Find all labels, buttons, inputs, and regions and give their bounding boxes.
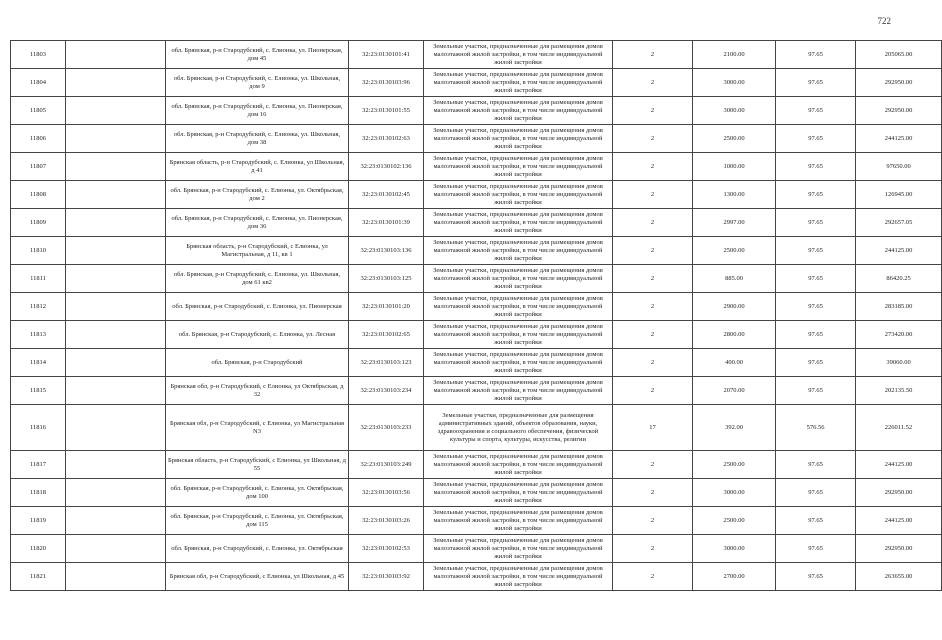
address-cell: обл. Брянская, р-н Стародубский, с. Елионка, ул. Школьная, дом 9 bbox=[166, 69, 349, 97]
row-number-cell: 11815 bbox=[11, 377, 66, 405]
address-cell: обл. Брянская, р-н Стародубский, с. Елионка, ул. Октябрьская, дом 115 bbox=[166, 507, 349, 535]
row-number-cell: 11810 bbox=[11, 237, 66, 265]
row-number-cell: 11811 bbox=[11, 265, 66, 293]
cadastral-value-cell: 283185.00 bbox=[856, 293, 942, 321]
table-body bbox=[11, 41, 942, 591]
land-use-cell: Земельные участки, предназначенные для размещения домов малоэтажной жилой застройки, в том числе индивидуальной жилой застройки bbox=[424, 563, 613, 591]
unit-value-cell: 97.65 bbox=[776, 535, 856, 563]
row-number-cell: 11803 bbox=[11, 41, 66, 69]
cadastral-value-cell: 205065.00 bbox=[856, 41, 942, 69]
area-cell: 400.00 bbox=[693, 349, 776, 377]
cadastral-number-cell: 32:23:0130101:20 bbox=[349, 293, 424, 321]
unit-value-cell: 97.65 bbox=[776, 479, 856, 507]
cadastral-number-cell: 32:23:0130102:53 bbox=[349, 535, 424, 563]
address-cell: обл. Брянская, р-н Стародубский, с. Елионка, ул. Пионерская, дом 36 bbox=[166, 209, 349, 237]
unit-value-cell: 97.65 bbox=[776, 97, 856, 125]
row-number-cell: 11804 bbox=[11, 69, 66, 97]
row-number-cell: 11812 bbox=[11, 293, 66, 321]
area-cell: 392.00 bbox=[693, 405, 776, 451]
row-number-cell: 11817 bbox=[11, 451, 66, 479]
cadastral-value-cell: 273420.00 bbox=[856, 321, 942, 349]
land-registry-table bbox=[10, 40, 942, 591]
land-use-cell: Земельные участки, предназначенные для размещения домов малоэтажной жилой застройки, в том числе индивидуальной жилой застройки bbox=[424, 507, 613, 535]
table-row bbox=[11, 479, 942, 507]
use-code-cell: 2 bbox=[613, 181, 693, 209]
use-code-cell: 2 bbox=[613, 209, 693, 237]
table-row bbox=[11, 405, 942, 451]
unit-value-cell: 97.65 bbox=[776, 209, 856, 237]
empty-cell bbox=[66, 209, 166, 237]
address-cell: Брянская область, р-н Стародубский, с Елионка, ул Магистральная, д 11, кв 1 bbox=[166, 237, 349, 265]
cadastral-number-cell: 32:23:0130102:45 bbox=[349, 181, 424, 209]
cadastral-value-cell: 244125.00 bbox=[856, 507, 942, 535]
unit-value-cell: 97.65 bbox=[776, 451, 856, 479]
cadastral-number-cell: 32:23:0130103:26 bbox=[349, 507, 424, 535]
land-use-cell: Земельные участки, предназначенные для размещения домов малоэтажной жилой застройки, в том числе индивидуальной жилой застройки bbox=[424, 377, 613, 405]
area-cell: 2997.00 bbox=[693, 209, 776, 237]
cadastral-value-cell: 292950.00 bbox=[856, 479, 942, 507]
cadastral-number-cell: 32:23:0130102:136 bbox=[349, 153, 424, 181]
row-number-cell: 11814 bbox=[11, 349, 66, 377]
row-number-cell: 11808 bbox=[11, 181, 66, 209]
table-row bbox=[11, 451, 942, 479]
unit-value-cell: 97.65 bbox=[776, 181, 856, 209]
table-row bbox=[11, 237, 942, 265]
row-number-cell: 11809 bbox=[11, 209, 66, 237]
row-number-cell: 11807 bbox=[11, 153, 66, 181]
address-cell: Брянская область, р-н Стародубский, с Елионка, ул Школьная, д 55 bbox=[166, 451, 349, 479]
empty-cell bbox=[66, 265, 166, 293]
unit-value-cell: 97.65 bbox=[776, 237, 856, 265]
address-cell: обл. Брянская, р-н Стародубский, с. Елионка, ул. Октябрьская bbox=[166, 535, 349, 563]
table-row bbox=[11, 377, 942, 405]
unit-value-cell: 97.65 bbox=[776, 153, 856, 181]
area-cell: 2070.00 bbox=[693, 377, 776, 405]
unit-value-cell: 97.65 bbox=[776, 69, 856, 97]
cadastral-value-cell: 202135.50 bbox=[856, 377, 942, 405]
cadastral-value-cell: 244125.00 bbox=[856, 125, 942, 153]
address-cell: обл. Брянская, р-н Стародубский bbox=[166, 349, 349, 377]
unit-value-cell: 97.65 bbox=[776, 41, 856, 69]
address-cell: обл. Брянская, р-н Стародубский, с. Елионка, ул. Пионерская, дом 16 bbox=[166, 97, 349, 125]
land-use-cell: Земельные участки, предназначенные для размещения домов малоэтажной жилой застройки, в том числе индивидуальной жилой застройки bbox=[424, 535, 613, 563]
empty-cell bbox=[66, 69, 166, 97]
cadastral-number-cell: 32:23:0130101:39 bbox=[349, 209, 424, 237]
table-row bbox=[11, 153, 942, 181]
use-code-cell: 2 bbox=[613, 237, 693, 265]
empty-cell bbox=[66, 181, 166, 209]
unit-value-cell: 576.56 bbox=[776, 405, 856, 451]
area-cell: 2900.00 bbox=[693, 293, 776, 321]
use-code-cell: 2 bbox=[613, 125, 693, 153]
use-code-cell: 2 bbox=[613, 563, 693, 591]
area-cell: 3000.00 bbox=[693, 479, 776, 507]
cadastral-value-cell: 292950.00 bbox=[856, 535, 942, 563]
use-code-cell: 2 bbox=[613, 97, 693, 125]
use-code-cell: 2 bbox=[613, 535, 693, 563]
cadastral-number-cell: 32:23:0130102:63 bbox=[349, 125, 424, 153]
cadastral-value-cell: 39060.00 bbox=[856, 349, 942, 377]
area-cell: 1000.00 bbox=[693, 153, 776, 181]
area-cell: 3000.00 bbox=[693, 69, 776, 97]
row-number-cell: 11813 bbox=[11, 321, 66, 349]
cadastral-value-cell: 244125.00 bbox=[856, 451, 942, 479]
cadastral-number-cell: 32:23:0130103:125 bbox=[349, 265, 424, 293]
address-cell: обл. Брянская, р-н Стародубский, с. Елионка, ул. Пионерская bbox=[166, 293, 349, 321]
use-code-cell: 2 bbox=[613, 451, 693, 479]
table-row bbox=[11, 181, 942, 209]
cadastral-value-cell: 226011.52 bbox=[856, 405, 942, 451]
address-cell: Брянская обл, р-н Стародубский, с Елионка, ул Октябрьская, д 32 bbox=[166, 377, 349, 405]
cadastral-number-cell: 32:23:0130103:136 bbox=[349, 237, 424, 265]
cadastral-value-cell: 292950.00 bbox=[856, 69, 942, 97]
empty-cell bbox=[66, 153, 166, 181]
table-row bbox=[11, 209, 942, 237]
area-cell: 1300.00 bbox=[693, 181, 776, 209]
land-use-cell: Земельные участки, предназначенные для размещения домов малоэтажной жилой застройки, в том числе индивидуальной жилой застройки bbox=[424, 69, 613, 97]
table-row bbox=[11, 125, 942, 153]
row-number-cell: 11819 bbox=[11, 507, 66, 535]
use-code-cell: 2 bbox=[613, 293, 693, 321]
empty-cell bbox=[66, 535, 166, 563]
cadastral-value-cell: 263655.00 bbox=[856, 563, 942, 591]
address-cell: обл. Брянская, р-н Стародубский, с. Елионка, ул. Лесная bbox=[166, 321, 349, 349]
cadastral-value-cell: 292657.05 bbox=[856, 209, 942, 237]
cadastral-number-cell: 32:23:0130101:55 bbox=[349, 97, 424, 125]
address-cell: обл. Брянская, р-н Стародубский, с. Елионка, ул. Октябрьская, дом 2 bbox=[166, 181, 349, 209]
land-use-cell: Земельные участки, предназначенные для размещения домов малоэтажной жилой застройки, в том числе индивидуальной жилой застройки bbox=[424, 181, 613, 209]
cadastral-value-cell: 244125.00 bbox=[856, 237, 942, 265]
cadastral-number-cell: 32:23:0130103:123 bbox=[349, 349, 424, 377]
cadastral-number-cell: 32:23:0130103:233 bbox=[349, 405, 424, 451]
land-use-cell: Земельные участки, предназначенные для размещения домов малоэтажной жилой застройки, в том числе индивидуальной жилой застройки bbox=[424, 479, 613, 507]
land-use-cell: Земельные участки, предназначенные для размещения домов малоэтажной жилой застройки, в том числе индивидуальной жилой застройки bbox=[424, 451, 613, 479]
area-cell: 2500.00 bbox=[693, 507, 776, 535]
page-number: 722 bbox=[877, 16, 891, 26]
empty-cell bbox=[66, 377, 166, 405]
address-cell: обл. Брянская, р-н Стародубский, с. Елионка, ул. Пионерская, дом 45 bbox=[166, 41, 349, 69]
use-code-cell: 2 bbox=[613, 265, 693, 293]
table-row bbox=[11, 293, 942, 321]
area-cell: 2500.00 bbox=[693, 237, 776, 265]
area-cell: 2100.00 bbox=[693, 41, 776, 69]
area-cell: 2800.00 bbox=[693, 321, 776, 349]
use-code-cell: 17 bbox=[613, 405, 693, 451]
table-row bbox=[11, 507, 942, 535]
use-code-cell: 2 bbox=[613, 321, 693, 349]
unit-value-cell: 97.65 bbox=[776, 293, 856, 321]
row-number-cell: 11818 bbox=[11, 479, 66, 507]
unit-value-cell: 97.65 bbox=[776, 265, 856, 293]
row-number-cell: 11805 bbox=[11, 97, 66, 125]
table-row bbox=[11, 563, 942, 591]
cadastral-value-cell: 126945.00 bbox=[856, 181, 942, 209]
use-code-cell: 2 bbox=[613, 479, 693, 507]
cadastral-number-cell: 32:23:0130103:234 bbox=[349, 377, 424, 405]
address-cell: Брянская область, р-н Стародубский, с. Елионка, ул Школьная, д 41 bbox=[166, 153, 349, 181]
area-cell: 3000.00 bbox=[693, 97, 776, 125]
cadastral-number-cell: 32:23:0130102:65 bbox=[349, 321, 424, 349]
use-code-cell: 2 bbox=[613, 153, 693, 181]
empty-cell bbox=[66, 293, 166, 321]
table-row bbox=[11, 97, 942, 125]
empty-cell bbox=[66, 237, 166, 265]
unit-value-cell: 97.65 bbox=[776, 125, 856, 153]
land-use-cell: Земельные участки, предназначенные для размещения домов малоэтажной жилой застройки, в том числе индивидуальной жилой застройки bbox=[424, 349, 613, 377]
cadastral-value-cell: 292950.00 bbox=[856, 97, 942, 125]
empty-cell bbox=[66, 563, 166, 591]
land-use-cell: Земельные участки, предназначенные для размещения административных зданий, объектов образования, науки, здравоохранения и социального обеспечения, физической культуры и спорта, культуры, искусства, религии bbox=[424, 405, 613, 451]
use-code-cell: 2 bbox=[613, 69, 693, 97]
land-use-cell: Земельные участки, предназначенные для размещения домов малоэтажной жилой застройки, в том числе индивидуальной жилой застройки bbox=[424, 265, 613, 293]
cadastral-number-cell: 32:23:0130103:249 bbox=[349, 451, 424, 479]
address-cell: обл. Брянская, р-н Стародубский, с. Елионка, ул. Октябрьская, дом 100 bbox=[166, 479, 349, 507]
land-use-cell: Земельные участки, предназначенные для размещения домов малоэтажной жилой застройки, в том числе индивидуальной жилой застройки bbox=[424, 209, 613, 237]
table-row bbox=[11, 535, 942, 563]
area-cell: 2500.00 bbox=[693, 451, 776, 479]
empty-cell bbox=[66, 507, 166, 535]
land-use-cell: Земельные участки, предназначенные для размещения домов малоэтажной жилой застройки, в том числе индивидуальной жилой застройки bbox=[424, 153, 613, 181]
land-use-cell: Земельные участки, предназначенные для размещения домов малоэтажной жилой застройки, в том числе индивидуальной жилой застройки bbox=[424, 321, 613, 349]
unit-value-cell: 97.65 bbox=[776, 321, 856, 349]
cadastral-number-cell: 32:23:0130103:56 bbox=[349, 479, 424, 507]
empty-cell bbox=[66, 41, 166, 69]
use-code-cell: 2 bbox=[613, 349, 693, 377]
address-cell: Брянская обл, р-н Стародубский, с Елионка, ул Магистральная N3 bbox=[166, 405, 349, 451]
land-use-cell: Земельные участки, предназначенные для размещения домов малоэтажной жилой застройки, в том числе индивидуальной жилой застройки bbox=[424, 97, 613, 125]
use-code-cell: 2 bbox=[613, 41, 693, 69]
unit-value-cell: 97.65 bbox=[776, 349, 856, 377]
empty-cell bbox=[66, 405, 166, 451]
row-number-cell: 11816 bbox=[11, 405, 66, 451]
cadastral-number-cell: 32:23:0130103:96 bbox=[349, 69, 424, 97]
land-use-cell: Земельные участки, предназначенные для размещения домов малоэтажной жилой застройки, в том числе индивидуальной жилой застройки bbox=[424, 237, 613, 265]
address-cell: Брянская обл, р-н Стародубский, с Елионка, ул Школьная, д 45 bbox=[166, 563, 349, 591]
area-cell: 885.00 bbox=[693, 265, 776, 293]
row-number-cell: 11820 bbox=[11, 535, 66, 563]
table-row bbox=[11, 321, 942, 349]
empty-cell bbox=[66, 451, 166, 479]
cadastral-number-cell: 32:23:0130101:41 bbox=[349, 41, 424, 69]
address-cell: обл. Брянская, р-н Стародубский, с. Елионка, ул. Школьная, дом 61 кв2 bbox=[166, 265, 349, 293]
area-cell: 2700.00 bbox=[693, 563, 776, 591]
row-number-cell: 11806 bbox=[11, 125, 66, 153]
land-use-cell: Земельные участки, предназначенные для размещения домов малоэтажной жилой застройки, в том числе индивидуальной жилой застройки bbox=[424, 293, 613, 321]
empty-cell bbox=[66, 479, 166, 507]
area-cell: 2500.00 bbox=[693, 125, 776, 153]
use-code-cell: 2 bbox=[613, 507, 693, 535]
unit-value-cell: 97.65 bbox=[776, 377, 856, 405]
unit-value-cell: 97.65 bbox=[776, 563, 856, 591]
cadastral-number-cell: 32:23:0130103:92 bbox=[349, 563, 424, 591]
land-use-cell: Земельные участки, предназначенные для размещения домов малоэтажной жилой застройки, в том числе индивидуальной жилой застройки bbox=[424, 125, 613, 153]
empty-cell bbox=[66, 321, 166, 349]
row-number-cell: 11821 bbox=[11, 563, 66, 591]
cadastral-value-cell: 86420.25 bbox=[856, 265, 942, 293]
table-row bbox=[11, 265, 942, 293]
address-cell: обл. Брянская, р-н Стародубский, с. Елионка, ул. Школьная, дом 38 bbox=[166, 125, 349, 153]
cadastral-value-cell: 97650.00 bbox=[856, 153, 942, 181]
empty-cell bbox=[66, 125, 166, 153]
table-row bbox=[11, 349, 942, 377]
area-cell: 3000.00 bbox=[693, 535, 776, 563]
use-code-cell: 2 bbox=[613, 377, 693, 405]
unit-value-cell: 97.65 bbox=[776, 507, 856, 535]
empty-cell bbox=[66, 97, 166, 125]
table-row bbox=[11, 69, 942, 97]
land-use-cell: Земельные участки, предназначенные для размещения домов малоэтажной жилой застройки, в том числе индивидуальной жилой застройки bbox=[424, 41, 613, 69]
empty-cell bbox=[66, 349, 166, 377]
table-row bbox=[11, 41, 942, 69]
